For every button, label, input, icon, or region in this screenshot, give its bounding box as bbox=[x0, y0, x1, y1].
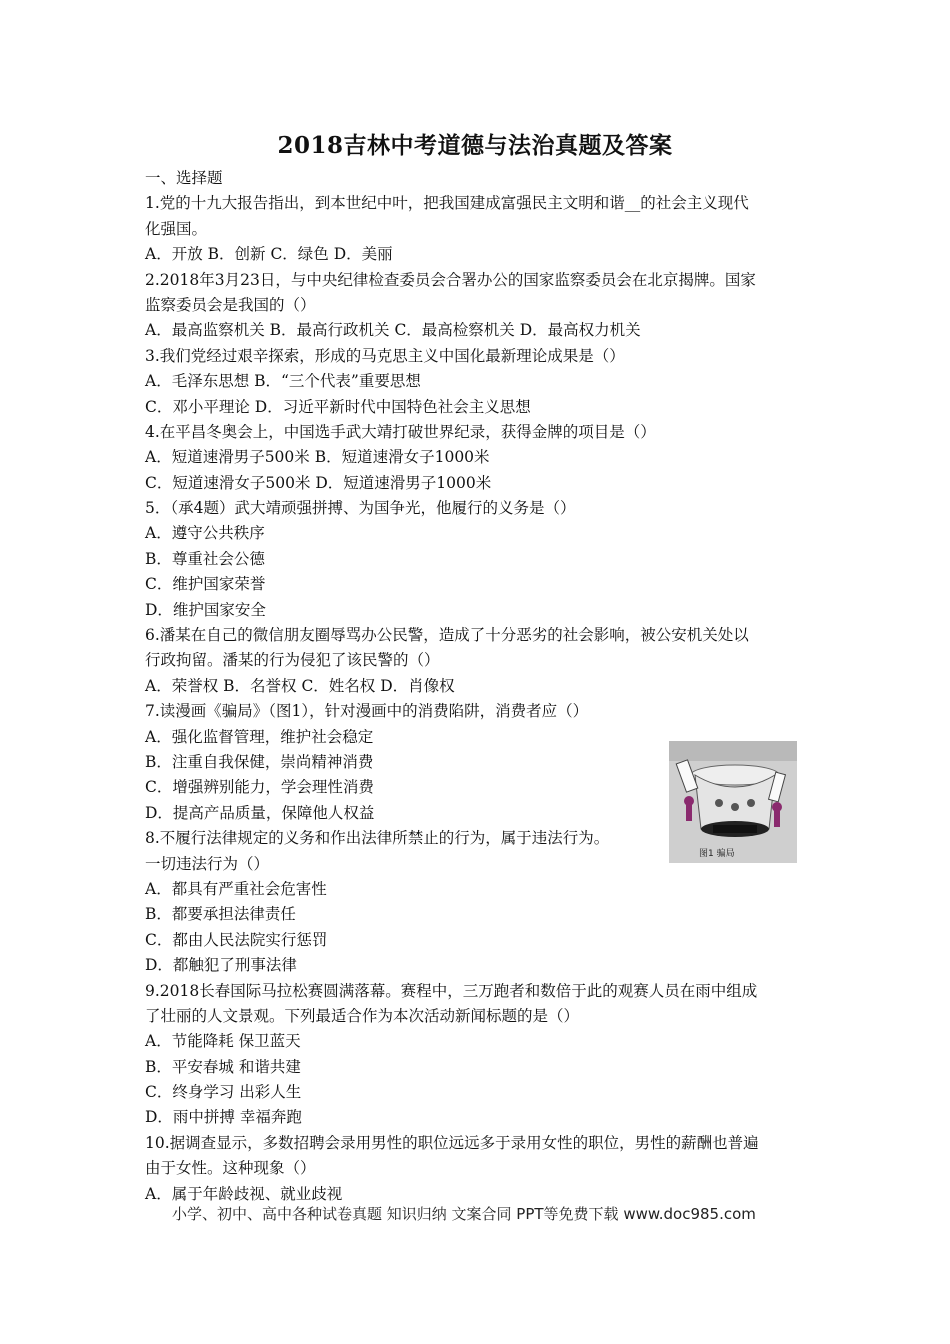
question-line: C．增强辨别能力，学会理性消费 bbox=[145, 778, 374, 797]
question-line: 8.不履行法律规定的义务和作出法律所禁止的行为，属于违法行为。 bbox=[145, 829, 610, 848]
page-footer: 小学、初中、高中各种试卷真题 知识归纳 文案合同 PPT等免费下载 www.doc985.com bbox=[172, 1205, 756, 1223]
question-line: 9.2018长春国际马拉松赛圆满落幕。赛程中，三万跑者和数倍于此的观赛人员在雨中组成 bbox=[145, 981, 758, 1000]
question-lines bbox=[145, 191, 810, 1207]
question-line: 化强国。 bbox=[145, 219, 208, 238]
question-content bbox=[145, 166, 810, 1207]
question-line: C．邓小平理论 D．习近平新时代中国特色社会主义思想 bbox=[145, 397, 531, 416]
question-line: D．维护国家安全 bbox=[145, 600, 266, 619]
question-line: A．短道速滑男子500米 B．短道速滑女子1000米 bbox=[145, 448, 490, 467]
question-line: 4.在平昌冬奥会上，中国选手武大靖打破世界纪录，获得金牌的项目是（） bbox=[145, 422, 656, 441]
question-line: B．都要承担法律责任 bbox=[145, 905, 296, 924]
section-heading: 一、选择题 bbox=[145, 169, 223, 187]
question-line: 由于女性。这种现象（） bbox=[145, 1159, 316, 1178]
question-line: D．都触犯了刑事法律 bbox=[145, 956, 297, 975]
question-line: A．都具有严重社会危害性 bbox=[145, 879, 327, 898]
question-line: B．平安春城 和谐共建 bbox=[145, 1057, 301, 1076]
question-line: D．雨中拼搏 幸福奔跑 bbox=[145, 1108, 302, 1127]
question-line: D．提高产品质量，保障他人权益 bbox=[145, 803, 375, 822]
question-line: C．维护国家荣誉 bbox=[145, 575, 266, 594]
question-line: C．都由人民法院实行惩罚 bbox=[145, 930, 328, 949]
question-line: 10.据调查显示，多数招聘会录用男性的职位远远多于录用女性的职位，男性的薪酬也普遍 bbox=[145, 1133, 759, 1152]
question-line: A．节能降耗 保卫蓝天 bbox=[145, 1032, 301, 1051]
question-line: B．尊重社会公德 bbox=[145, 549, 265, 568]
page-title: 2018吉林中考道德与法治真题及答案 bbox=[277, 132, 673, 159]
question-line: C．终身学习 出彩人生 bbox=[145, 1083, 302, 1102]
question-line: 了壮丽的人文景观。下列最适合作为本次活动新闻标题的是（） bbox=[145, 1006, 580, 1025]
question-line: 5．（承4题）武大靖顽强拼搏、为国争光，他履行的义务是（） bbox=[145, 499, 576, 518]
question-line: B．注重自我保健，崇尚精神消费 bbox=[145, 752, 374, 771]
question-line: A．开放 B．创新 C．绿色 D．美丽 bbox=[145, 245, 393, 264]
question-line: 一切违法行为（） bbox=[145, 854, 270, 873]
cartoon-illustration bbox=[669, 741, 797, 863]
question-line: 3.我们党经过艰辛探索，形成的马克思主义中国化最新理论成果是（） bbox=[145, 346, 625, 365]
cartoon-figure bbox=[669, 741, 797, 863]
question-line: 监察委员会是我国的（） bbox=[145, 295, 316, 314]
question-line: 2.2018年3月23日，与中央纪律检查委员会合署办公的国家监察委员会在北京揭牌。国家 bbox=[145, 270, 756, 289]
question-line: A．荣誉权 B．名誉权 C．姓名权 D．肖像权 bbox=[145, 676, 455, 695]
question-line: C．短道速滑女子500米 D．短道速滑男子1000米 bbox=[145, 473, 492, 492]
question-line: A．强化监督管理，维护社会稳定 bbox=[145, 727, 374, 746]
question-line: A．最高监察机关 B．最高行政机关 C．最高检察机关 D．最高权力机关 bbox=[145, 321, 641, 340]
question-line: 行政拘留。潘某的行为侵犯了该民警的（） bbox=[145, 651, 440, 670]
question-line: A．属于年龄歧视、就业歧视 bbox=[145, 1184, 343, 1203]
question-line: A．遵守公共秩序 bbox=[145, 524, 265, 543]
question-line: A．毛泽东思想 B．“三个代表”重要思想 bbox=[145, 372, 421, 391]
question-line: 1.党的十九大报告指出，到本世纪中叶，把我国建成富强民主文明和谐__的社会主义现代 bbox=[145, 194, 749, 213]
question-line: 6.潘某在自己的微信朋友圈辱骂办公民警，造成了十分恶劣的社会影响，被公安机关处以 bbox=[145, 626, 749, 645]
question-line: 7.读漫画《骗局》（图1），针对漫画中的消费陷阱，消费者应（） bbox=[145, 702, 589, 721]
figure-caption: 图1 骗局 bbox=[699, 849, 735, 859]
